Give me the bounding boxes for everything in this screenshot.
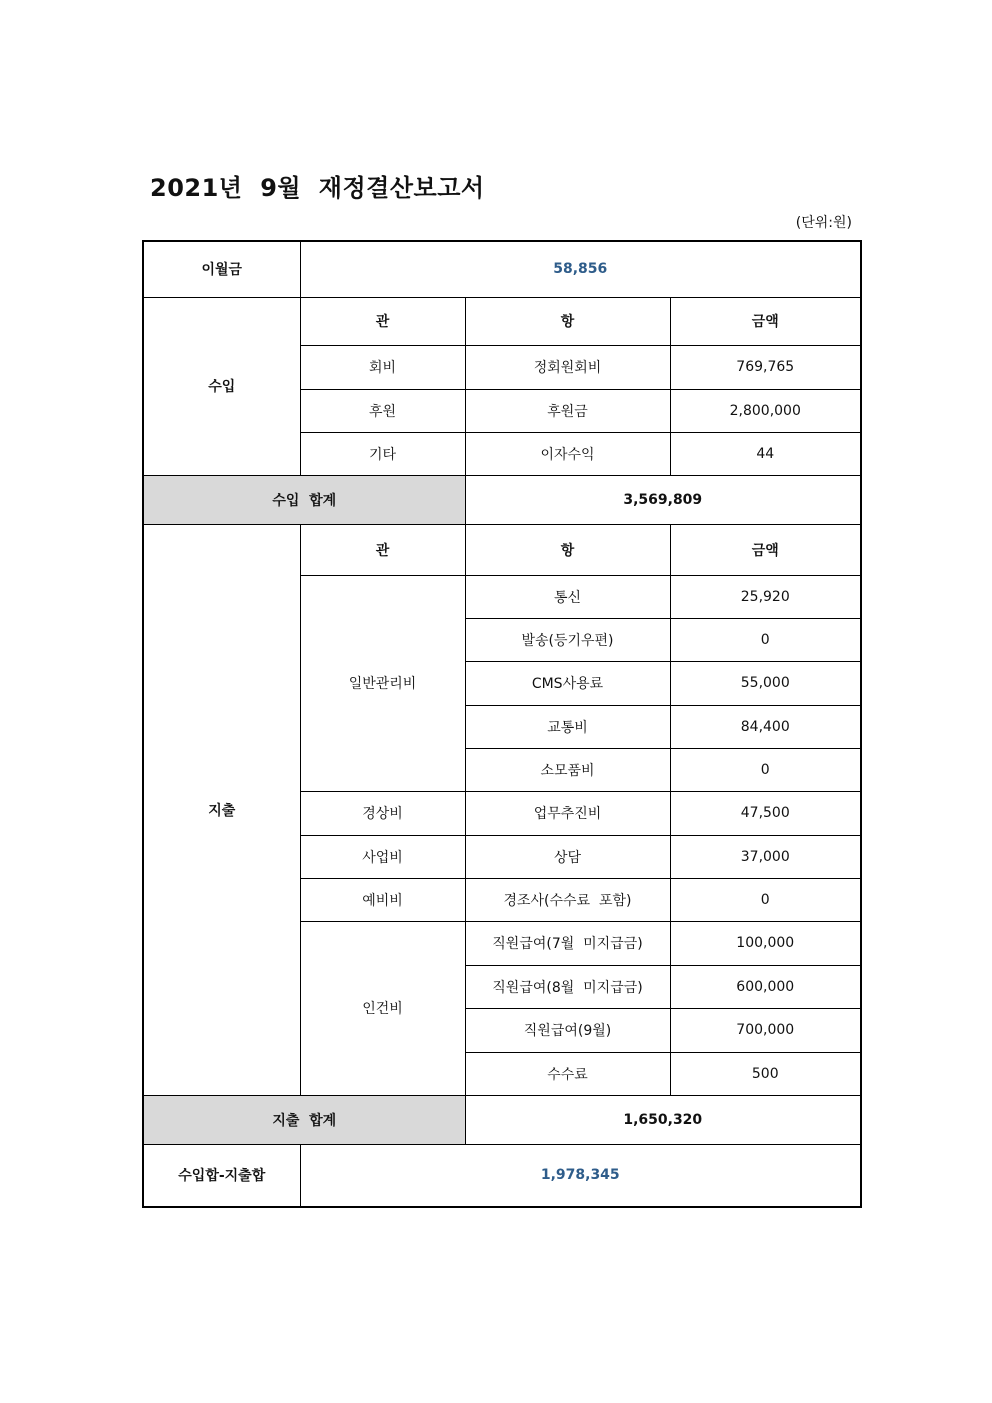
expense-amount: 37,000 xyxy=(670,835,861,878)
carryover-value: 58,856 xyxy=(300,241,861,297)
expense-hang: 소모품비 xyxy=(465,748,670,791)
expense-amount: 55,000 xyxy=(670,661,861,705)
expense-header-gwan: 관 xyxy=(300,524,465,575)
income-header-gwan: 관 xyxy=(300,297,465,345)
income-hang: 정회원회비 xyxy=(465,345,670,389)
expense-gwan: 인건비 xyxy=(300,921,465,1095)
carryover-row xyxy=(143,241,861,297)
expense-total-row xyxy=(143,1095,861,1144)
expense-header-hang: 항 xyxy=(465,524,670,575)
income-header-row xyxy=(143,297,861,345)
expense-amount: 500 xyxy=(670,1052,861,1095)
expense-hang: 업무추진비 xyxy=(465,791,670,835)
expense-hang: 경조사(수수료 포함) xyxy=(465,878,670,921)
income-amount: 2,800,000 xyxy=(670,389,861,432)
income-total-row xyxy=(143,475,861,524)
expense-gwan: 일반관리비 xyxy=(300,575,465,791)
expense-amount: 84,400 xyxy=(670,705,861,748)
balance-value: 1,978,345 xyxy=(300,1144,861,1207)
expense-amount: 0 xyxy=(670,748,861,791)
expense-header-row xyxy=(143,524,861,575)
expense-amount: 600,000 xyxy=(670,965,861,1008)
income-hang: 이자수익 xyxy=(465,432,670,475)
income-label: 수입 xyxy=(143,297,300,475)
income-total-label: 수입 합계 xyxy=(143,475,465,524)
carryover-label: 이월금 xyxy=(143,241,300,297)
income-gwan: 회비 xyxy=(300,345,465,389)
expense-amount: 0 xyxy=(670,618,861,661)
expense-amount: 0 xyxy=(670,878,861,921)
income-gwan: 후원 xyxy=(300,389,465,432)
expense-hang: 직원급여(9월) xyxy=(465,1008,670,1052)
expense-total-label: 지출 합계 xyxy=(143,1095,465,1144)
income-gwan: 기타 xyxy=(300,432,465,475)
expense-header-amount: 금액 xyxy=(670,524,861,575)
expense-hang: CMS사용료 xyxy=(465,661,670,705)
expense-hang: 상담 xyxy=(465,835,670,878)
expense-amount: 700,000 xyxy=(670,1008,861,1052)
income-header-amount: 금액 xyxy=(670,297,861,345)
expense-gwan: 사업비 xyxy=(300,835,465,878)
balance-label: 수입합-지출합 xyxy=(143,1144,300,1207)
expense-gwan: 경상비 xyxy=(300,791,465,835)
income-amount: 44 xyxy=(670,432,861,475)
expense-hang: 수수료 xyxy=(465,1052,670,1095)
balance-row xyxy=(143,1144,861,1207)
income-hang: 후원금 xyxy=(465,389,670,432)
expense-gwan: 예비비 xyxy=(300,878,465,921)
expense-amount: 100,000 xyxy=(670,921,861,965)
income-header-hang: 항 xyxy=(465,297,670,345)
income-total-value: 3,569,809 xyxy=(465,475,861,524)
expense-amount: 25,920 xyxy=(670,575,861,618)
expense-hang: 통신 xyxy=(465,575,670,618)
income-amount: 769,765 xyxy=(670,345,861,389)
finance-report-table xyxy=(142,240,862,1208)
expense-total-value: 1,650,320 xyxy=(465,1095,861,1144)
expense-hang: 발송(등기우편) xyxy=(465,618,670,661)
expense-hang: 교통비 xyxy=(465,705,670,748)
page-title: 2021년 9월 재정결산보고서 xyxy=(150,174,485,202)
expense-hang: 직원급여(8월 미지급금) xyxy=(465,965,670,1008)
expense-label: 지출 xyxy=(143,524,300,1095)
expense-hang: 직원급여(7월 미지급금) xyxy=(465,921,670,965)
expense-amount: 47,500 xyxy=(670,791,861,835)
unit-label: (단위:원) xyxy=(795,215,852,231)
